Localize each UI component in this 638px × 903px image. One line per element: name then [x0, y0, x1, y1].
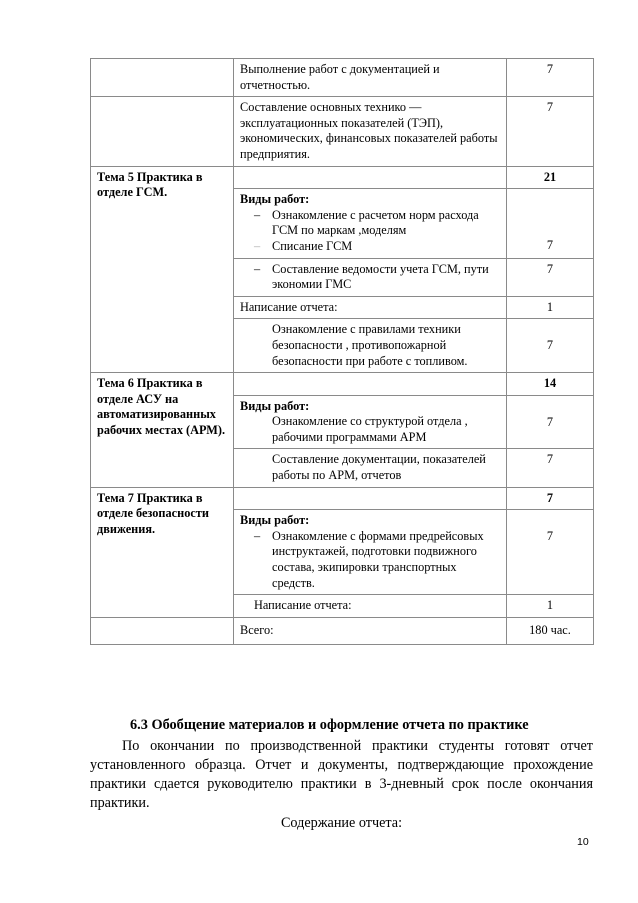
list-item: Ознакомление со структурой отдела , рабочими программами АРМ [272, 414, 468, 444]
task-cell: Выполнение работ с документацией и отчетностью. [234, 59, 507, 97]
topic5-total: 21 [507, 166, 594, 189]
dash-marker: – [254, 207, 261, 222]
safety-task: Ознакомление с правилами техники безопасности , противопожарной безопасности при работе с топливом. [272, 322, 468, 368]
hours-cell: 7 [507, 189, 594, 258]
report-label: Написание отчета: [254, 598, 352, 613]
table-row [91, 487, 594, 510]
topic7-title: Тема 7 Практика в отделе безопасности движения. [91, 487, 234, 617]
list-item: Составление документации, показателей работы по АРМ, отчетов [272, 452, 486, 483]
table-row [91, 617, 594, 645]
content-title: Содержание отчета: [280, 815, 403, 831]
dash-marker: – [254, 261, 261, 276]
section-paragraph: По окончании по производственной практики студенты готовят отчет установленного образца. Отчет и документы, подтверждающие прохождение практики сдается руководителю практики в 3-дневный срок после окончания практики. [90, 738, 593, 811]
topic5-title: Тема 5 Практика в отделе ГСМ. [91, 166, 234, 373]
hours-cell: 7 [507, 510, 594, 595]
list-item: – Составление ведомости учета ГСМ, пути экономии ГМС [254, 261, 489, 292]
dash-marker: – [254, 528, 261, 543]
works-label: Виды работ: [240, 192, 310, 207]
practice-plan-table [90, 58, 594, 645]
works-label: Виды работ: [240, 513, 310, 528]
section-heading: 6.3 Обобщение материалов и оформление отчета по практике [130, 717, 529, 733]
hours-cell: 1 [507, 595, 594, 618]
total-label: Всего: [234, 617, 507, 645]
hours-cell: 7 [507, 258, 594, 296]
list-item: – Ознакомление с расчетом норм расхода ГСМ по маркам ,моделям [254, 207, 479, 238]
topic6-total: 14 [507, 373, 594, 396]
list-item: – Списание ГСМ [254, 238, 353, 253]
table-row [91, 59, 594, 97]
hours-cell: 7 [507, 59, 594, 97]
works-cell [234, 189, 507, 258]
page-number: 10 [577, 836, 589, 848]
report-label: Написание отчета: [234, 296, 507, 319]
works-label: Виды работ: [240, 398, 310, 413]
report-section [90, 716, 593, 833]
hours-cell: 7 [507, 97, 594, 166]
hours-cell: 1 [507, 296, 594, 319]
hours-cell: 7 [507, 449, 594, 487]
topic7-total: 7 [507, 487, 594, 510]
task-cell: Составление основных технико — эксплуатационных показателей (ТЭП), экономических, финансовых показателей работы предприятия. [234, 97, 507, 166]
list-item: – Ознакомление с формами предрейсовых инструктажей, подготовки подвижного состава, экипировки транспортных средств. [254, 528, 484, 590]
total-value: 180 час. [507, 617, 594, 645]
topic6-title: Тема 6 Практика в отделе АСУ на автоматизированных рабочих местах (АРМ). [91, 373, 234, 488]
table-row [91, 373, 594, 396]
hours-cell: 7 [507, 319, 594, 373]
table-row [91, 166, 594, 189]
hours-cell: 7 [507, 395, 594, 449]
table-row [91, 97, 594, 166]
dash-marker: – [254, 238, 261, 253]
